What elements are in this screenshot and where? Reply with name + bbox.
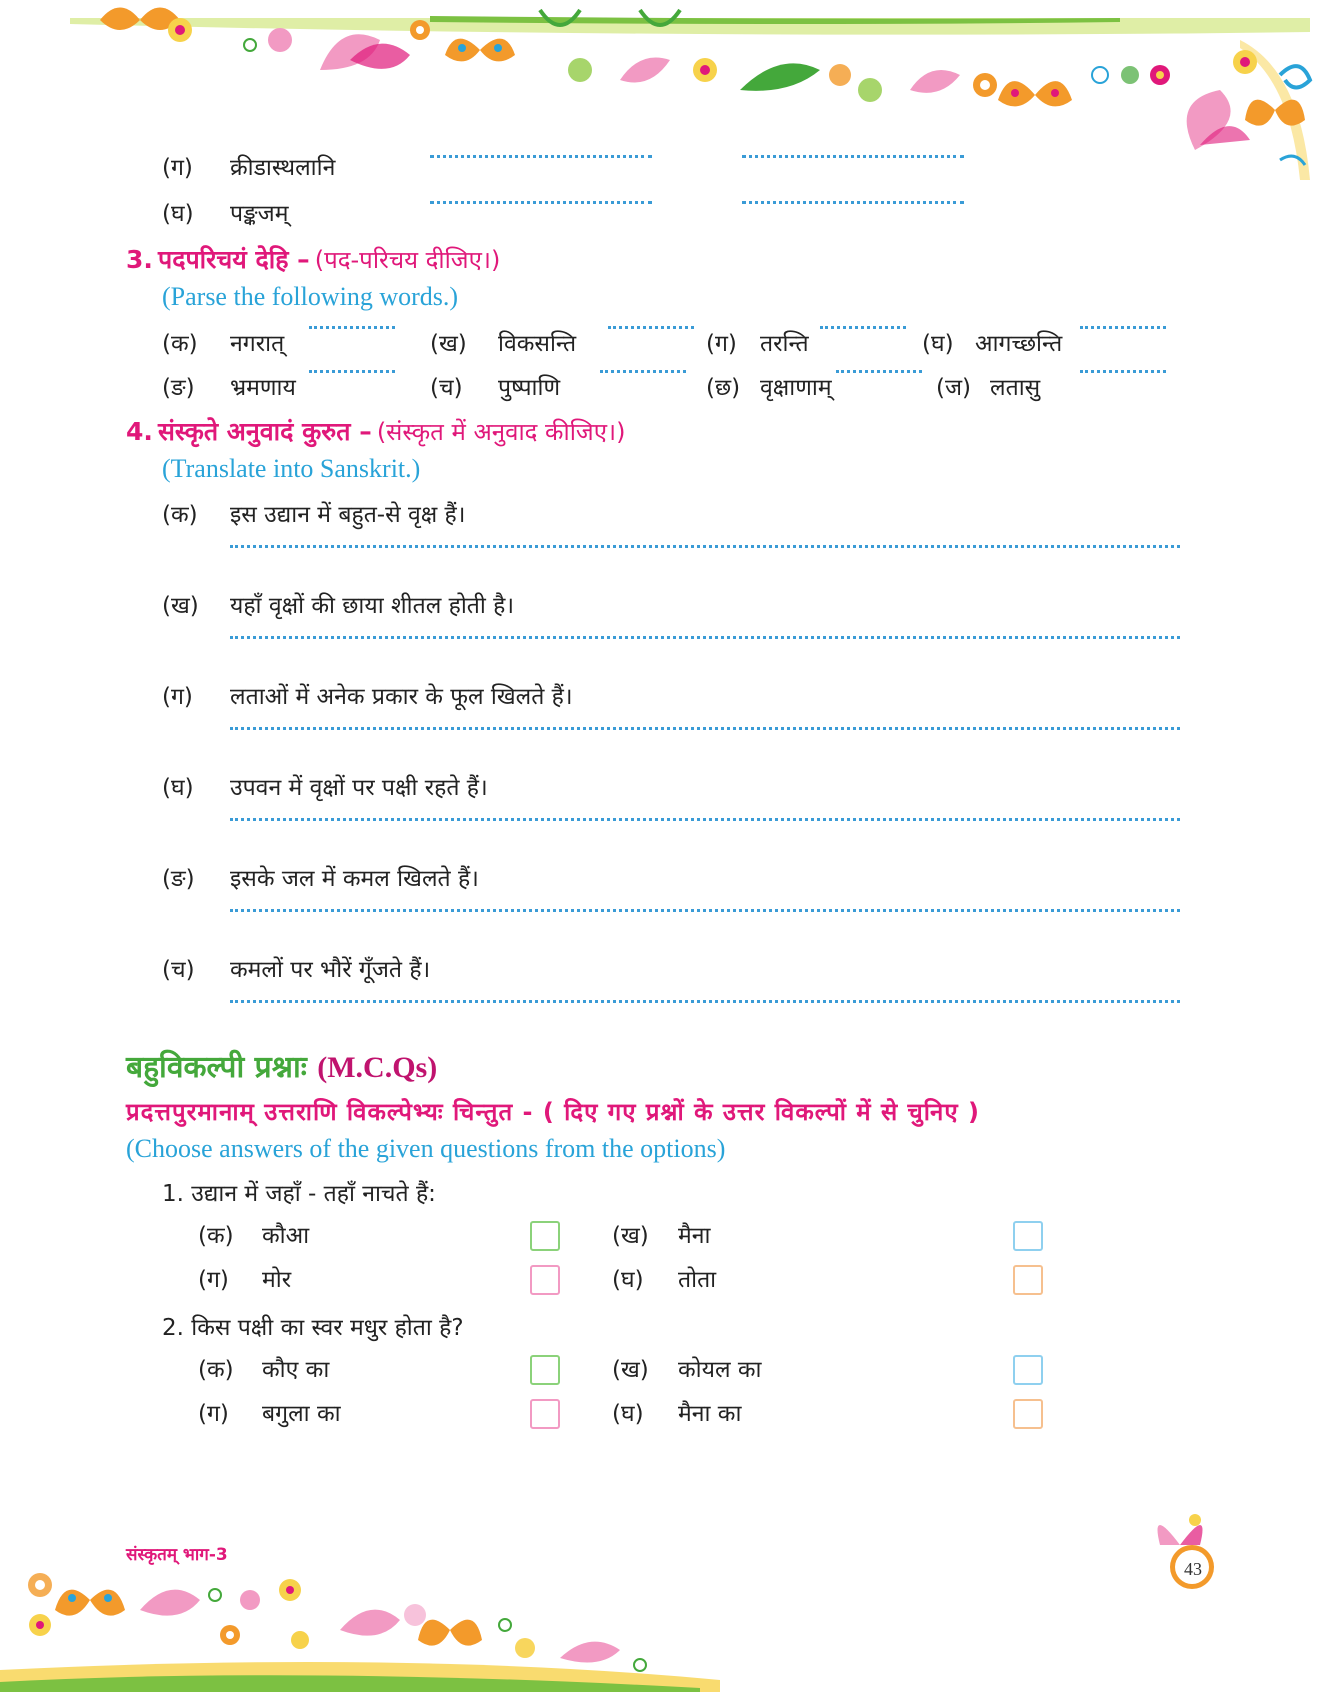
q4-heading [126, 414, 625, 448]
answer-blank[interactable] [1080, 370, 1166, 373]
bottom-decorative-banner [0, 1570, 1332, 1692]
butterfly-icon [445, 39, 515, 62]
answer-blank[interactable] [430, 201, 652, 204]
parse-item-marker: (छ) [706, 375, 741, 401]
translate-item-marker: (ग) [162, 684, 193, 710]
q4-hindi: (संस्कृत में अनुवाद कीजिए।) [376, 418, 626, 446]
parse-item-word: नगरात् [230, 331, 285, 357]
butterfly-icon [1245, 100, 1305, 126]
butterfly-icon [418, 1620, 482, 1646]
q3-english: (Parse the following words.) [162, 282, 459, 311]
answer-blank[interactable] [742, 155, 964, 158]
flower-icon [168, 18, 192, 42]
butterfly-icon [998, 81, 1072, 106]
mcq-option-marker: (ग) [198, 1267, 229, 1293]
mcq-checkbox[interactable] [1013, 1399, 1043, 1429]
answer-line[interactable] [230, 545, 1180, 548]
answer-blank[interactable] [820, 326, 906, 329]
top-item-word: क्रीडास्थलानि [230, 155, 336, 181]
mcq-option-marker: (क) [198, 1223, 234, 1249]
footer-book-title: संस्कृतम् भाग-3 [126, 1545, 228, 1565]
q3-heading [126, 242, 500, 276]
mcq-checkbox[interactable] [530, 1221, 560, 1251]
answer-line[interactable] [230, 727, 1180, 730]
mcq-option-text: कौआ [262, 1223, 310, 1249]
mcq-checkbox[interactable] [530, 1355, 560, 1385]
mcq-option-marker: (क) [198, 1357, 234, 1383]
mcq-title-devanagari: बहुविकल्पी प्रश्नाः [126, 1050, 307, 1085]
q3-hindi: (पद-परिचय दीजिए।) [314, 246, 501, 274]
mcq-option-text: मैना का [678, 1401, 742, 1427]
mcq-option-marker: (ख) [612, 1357, 649, 1383]
answer-blank[interactable] [1080, 326, 1166, 329]
mcq-question-number: 1. [162, 1181, 184, 1207]
translate-item-text: लताओं में अनेक प्रकार के फूल खिलते हैं। [230, 684, 573, 710]
translate-item-marker: (ङ) [162, 866, 195, 892]
mcq-checkbox[interactable] [1013, 1265, 1043, 1295]
translate-item-marker: (च) [162, 957, 195, 983]
top-item-word: पङ्कजम् [230, 201, 289, 227]
translate-item-marker: (ख) [162, 593, 199, 619]
top-item-marker: (घ) [162, 201, 194, 227]
mcq-option-text: मैना [678, 1223, 711, 1249]
translate-item-text: इसके जल में कमल खिलते हैं। [230, 866, 479, 892]
mcq-checkbox[interactable] [1013, 1221, 1043, 1251]
mcq-checkbox[interactable] [530, 1399, 560, 1429]
answer-blank[interactable] [309, 370, 395, 373]
mcq-option-text: बगुला का [262, 1401, 341, 1427]
translate-item-text: उपवन में वृक्षों पर पक्षी रहते हैं। [230, 775, 488, 801]
answer-line[interactable] [230, 1000, 1180, 1003]
parse-item-word: पुष्पाणि [498, 375, 561, 401]
answer-blank[interactable] [608, 326, 694, 329]
parse-item-word: विकसन्ति [498, 331, 577, 357]
mcq-option-marker: (ग) [198, 1401, 229, 1427]
q4-number: 4. [126, 417, 153, 446]
mcq-checkbox[interactable] [1013, 1355, 1043, 1385]
answer-blank[interactable] [600, 370, 686, 373]
mcq-checkbox[interactable] [530, 1265, 560, 1295]
parse-item-word: भ्रमणाय [230, 375, 296, 401]
mcq-question-text: किस पक्षी का स्वर मधुर होता है? [191, 1315, 464, 1341]
parse-item-word: वृक्षाणाम् [760, 375, 832, 401]
page-number: 43 [1184, 1559, 1202, 1579]
mcq-option-text: मोर [262, 1267, 292, 1293]
mcq-heading [126, 1045, 437, 1086]
mcq-question [162, 1310, 464, 1342]
parse-item-marker: (ङ) [162, 375, 195, 401]
answer-line[interactable] [230, 636, 1180, 639]
mcq-question-text: उद्यान में जहाँ - तहाँ नाचते हैं: [191, 1181, 436, 1207]
answer-line[interactable] [230, 818, 1180, 821]
answer-blank[interactable] [742, 201, 964, 204]
mcq-option-marker: (घ) [612, 1267, 644, 1293]
butterfly-icon [55, 1590, 125, 1616]
answer-line[interactable] [230, 909, 1180, 912]
q3-title: पदपरिचयं देहि – [158, 245, 310, 274]
parse-item-word: तरन्ति [760, 331, 809, 357]
parse-item-marker: (क) [162, 331, 198, 357]
parse-item-word: लतासु [990, 375, 1041, 401]
translate-item-text: कमलों पर भौरें गूँजते हैं। [230, 957, 431, 983]
q3-number: 3. [126, 245, 153, 274]
mcq-option-text: कोयल का [678, 1357, 762, 1383]
parse-item-marker: (ज) [936, 375, 972, 401]
answer-blank[interactable] [430, 155, 652, 158]
mcq-option-text: कौए का [262, 1357, 330, 1383]
q4-english: (Translate into Sanskrit.) [162, 454, 421, 483]
mcq-option-text: तोता [678, 1267, 717, 1293]
mcq-option-marker: (ख) [612, 1223, 649, 1249]
translate-item-marker: (घ) [162, 775, 194, 801]
mcq-question [162, 1176, 436, 1208]
translate-item-marker: (क) [162, 502, 198, 528]
parse-item-marker: (ख) [430, 331, 467, 357]
parse-item-word: आगच्छन्ति [975, 331, 1063, 357]
top-item-marker: (ग) [162, 155, 193, 181]
answer-blank[interactable] [836, 370, 922, 373]
parse-item-marker: (च) [430, 375, 463, 401]
translate-item-text: इस उद्यान में बहुत-से वृक्ष हैं। [230, 502, 466, 528]
q4-title: संस्कृते अनुवादं कुरुत – [158, 417, 372, 446]
mcq-question-number: 2. [162, 1315, 184, 1341]
mcq-english-instruction: (Choose answers of the given questions from the options) [126, 1134, 726, 1163]
top-decorative-banner [0, 0, 1332, 190]
mcq-title-english: (M.C.Qs) [317, 1051, 438, 1084]
translate-item-text: यहाँ वृक्षों की छाया शीतल होती है। [230, 593, 515, 619]
parse-item-marker: (घ) [922, 331, 954, 357]
parse-item-marker: (ग) [706, 331, 737, 357]
mcq-option-marker: (घ) [612, 1401, 644, 1427]
answer-blank[interactable] [309, 326, 395, 329]
mcq-instruction: प्रदत्तपुरमानाम् उत्तराणि विकल्पेभ्यः चिन्तुत - ( दिए गए प्रश्नों के उत्तर विकल्पों में से चुनिए ) [126, 1098, 980, 1126]
